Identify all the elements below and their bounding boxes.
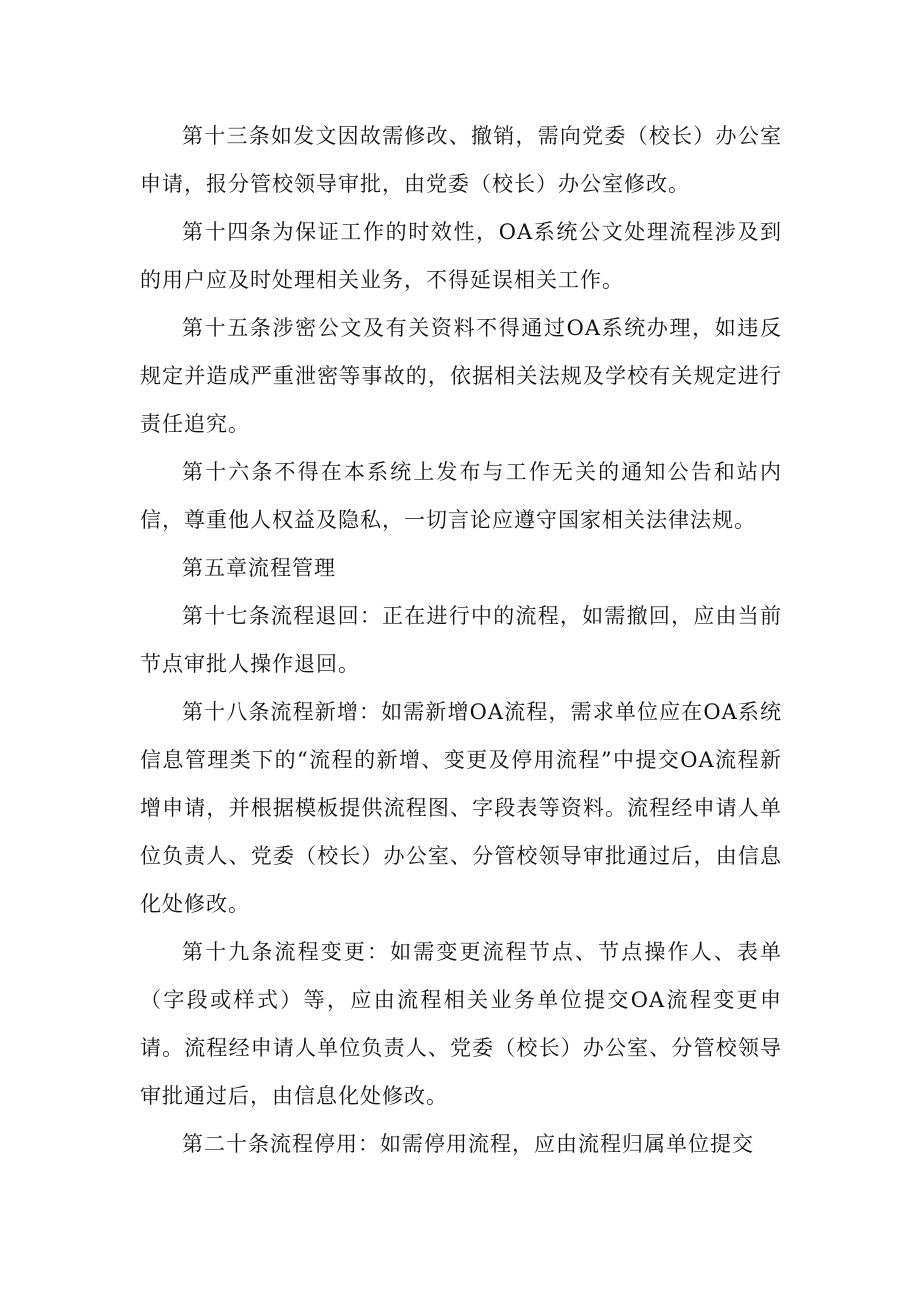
paragraph-article-14: 第十四条为保证工作的时效性，OA系统公文处理流程涉及到的用户应及时处理相关业务，不得延误相关工作。 (140, 220, 782, 292)
paragraph-article-19: 第十九条流程变更：如需变更流程节点、节点操作人、表单（字段或样式）等，应由流程相关业务单位提交OA流程变更申请。流程经申请人单位负责人、党委（校长）办公室、分管校领导审批通过后，由信息化处修改。 (140, 940, 782, 1108)
chapter-heading: 第五章流程管理 (182, 556, 336, 580)
paragraph-article-17: 第十七条流程退回：正在进行中的流程，如需撤回，应由当前节点审批人操作退回。 (140, 604, 782, 676)
paragraph-article-20: 第二十条流程停用：如需停用流程，应由流程归属单位提交 (182, 1132, 754, 1156)
paragraph-article-15: 第十五条涉密公文及有关资料不得通过OA系统办理，如违反规定并造成严重泄密等事故的，依据相关法规及学校有关规定进行责任追究。 (140, 316, 782, 436)
paragraph-article-16: 第十六条不得在本系统上发布与工作无关的通知公告和站内信，尊重他人权益及隐私，一切言论应遵守国家相关法律法规。 (140, 460, 782, 532)
document-body (140, 112, 782, 1168)
paragraph-article-18: 第十八条流程新增：如需新增OA流程，需求单位应在OA系统信息管理类下的“流程的新增、变更及停用流程”中提交OA流程新增申请，并根据模板提供流程图、字段表等资料。流程经申请人单位负责人、党委（校长）办公室、分管校领导审批通过后，由信息化处修改。 (140, 700, 782, 916)
paragraph-article-13: 第十三条如发文因故需修改、撤销，需向党委（校长）办公室申请，报分管校领导审批，由党委（校长）办公室修改。 (140, 124, 782, 196)
